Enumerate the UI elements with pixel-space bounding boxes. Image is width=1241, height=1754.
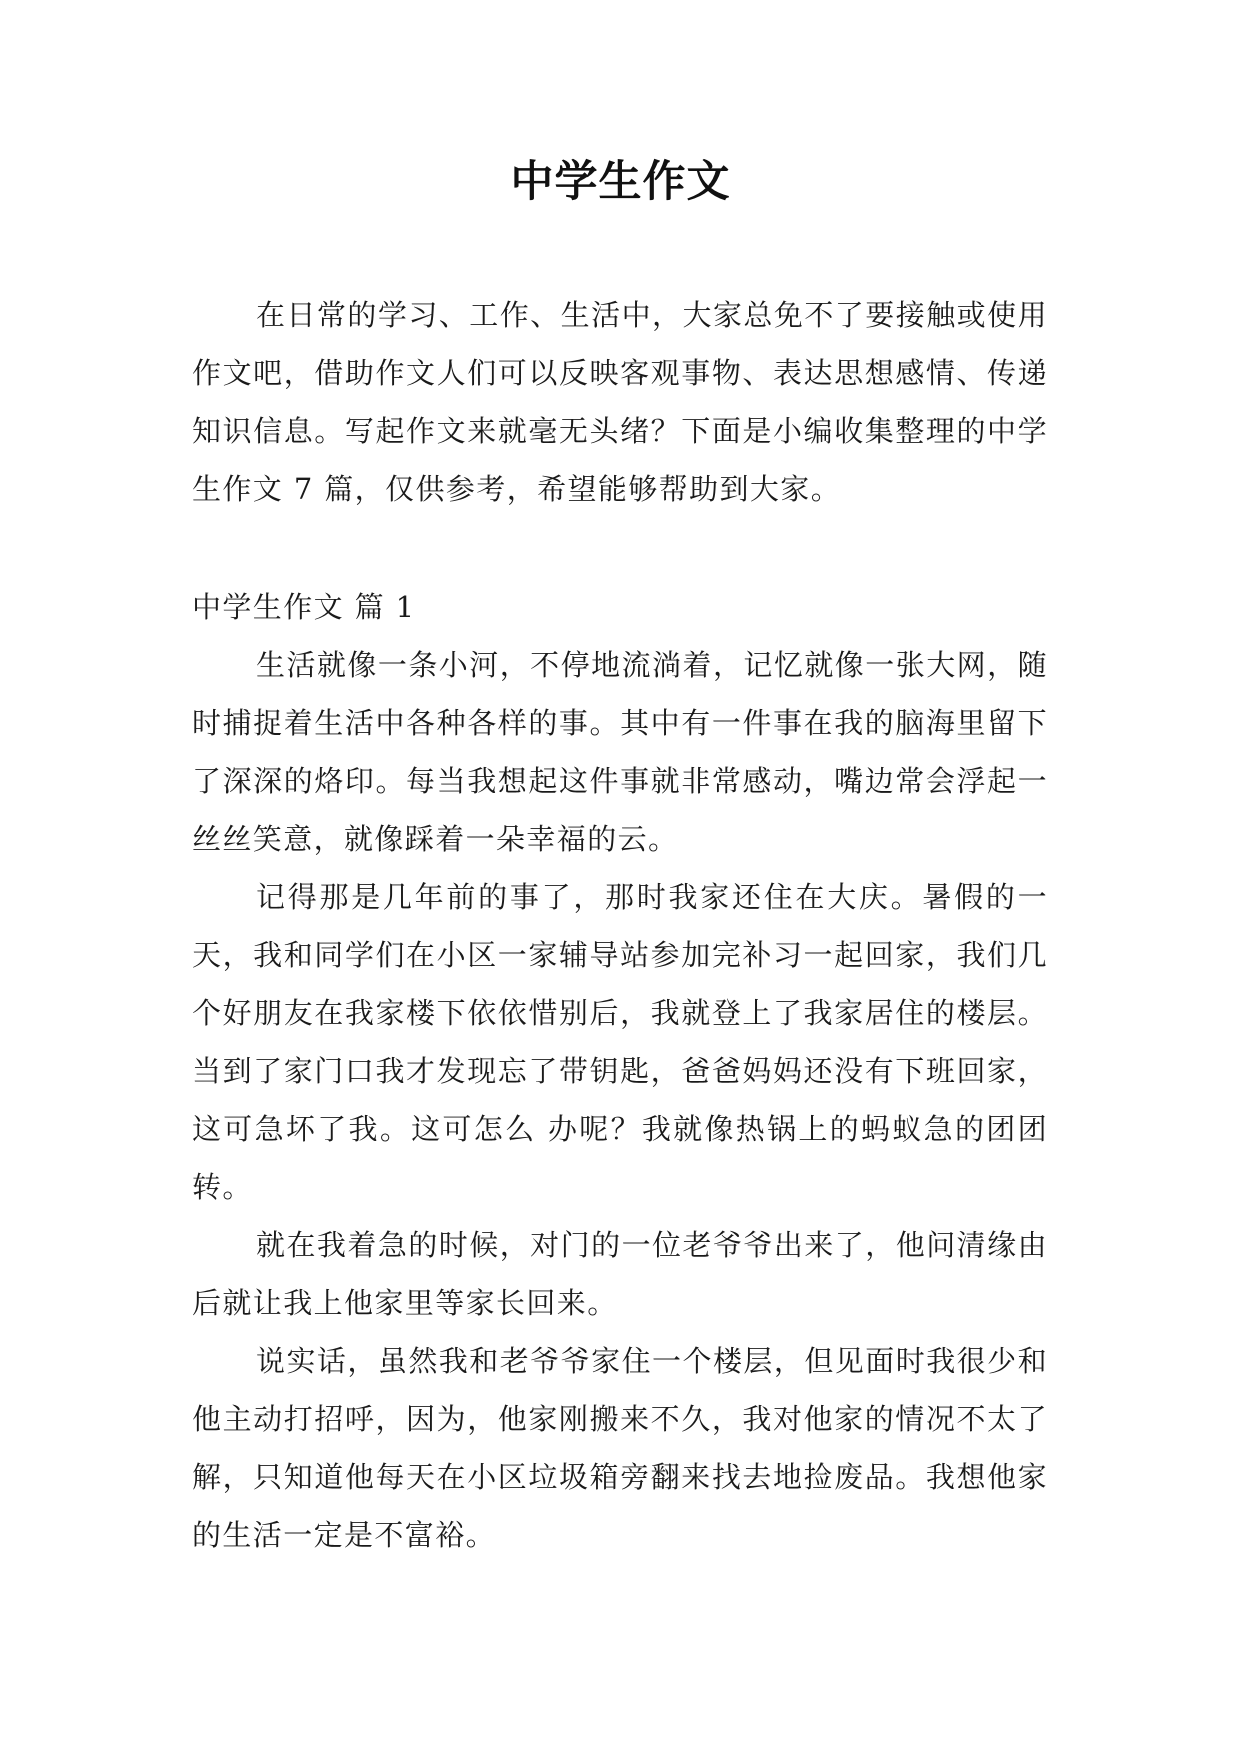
section-heading: 中学生作文 篇 1 <box>192 590 416 624</box>
body-paragraph: 记得那是几年前的事了，那时我家还住在大庆。暑假的一天，我和同学们在小区一家辅导站参加完补习一起回家，我们几个好朋友在我家楼下依依惜别后，我就登上了我家居住的楼层。当到了家门口我才发现忘了带钥匙，爸爸妈妈还没有下班回家，这可急坏了我。这可怎么 办呢？我就像热锅上的蚂蚁急的团团转。 <box>192 880 1048 1204</box>
document-title: 中学生作文 <box>510 157 731 207</box>
body-paragraph: 说实话，虽然我和老爷爷家住一个楼层，但见面时我很少和他主动打招呼，因为，他家刚搬来不久，我对他家的情况不太了解，只知道他每天在小区垃圾箱旁翻来找去地捡废品。我想他家的生活一定是不富裕。 <box>192 1344 1048 1552</box>
intro-paragraph: 在日常的学习、工作、生活中，大家总免不了要接触或使用作文吧，借助作文人们可以反映客观事物、表达思想感情、传递知识信息。写起作文来就毫无头绪？下面是小编收集整理的中学生作文 7 篇，仅供参考，希望能够帮助到大家。 <box>192 298 1048 506</box>
body-paragraph: 就在我着急的时候，对门的一位老爷爷出来了，他问清缘由后就让我上他家里等家长回来。 <box>192 1228 1048 1320</box>
body-paragraph: 生活就像一条小河，不停地流淌着，记忆就像一张大网，随时捕捉着生活中各种各样的事。其中有一件事在我的脑海里留下了深深的烙印。每当我想起这件事就非常感动，嘴边常会浮起一丝丝笑意，就像踩着一朵幸福的云。 <box>192 648 1048 856</box>
section-body <box>192 636 1048 1564</box>
